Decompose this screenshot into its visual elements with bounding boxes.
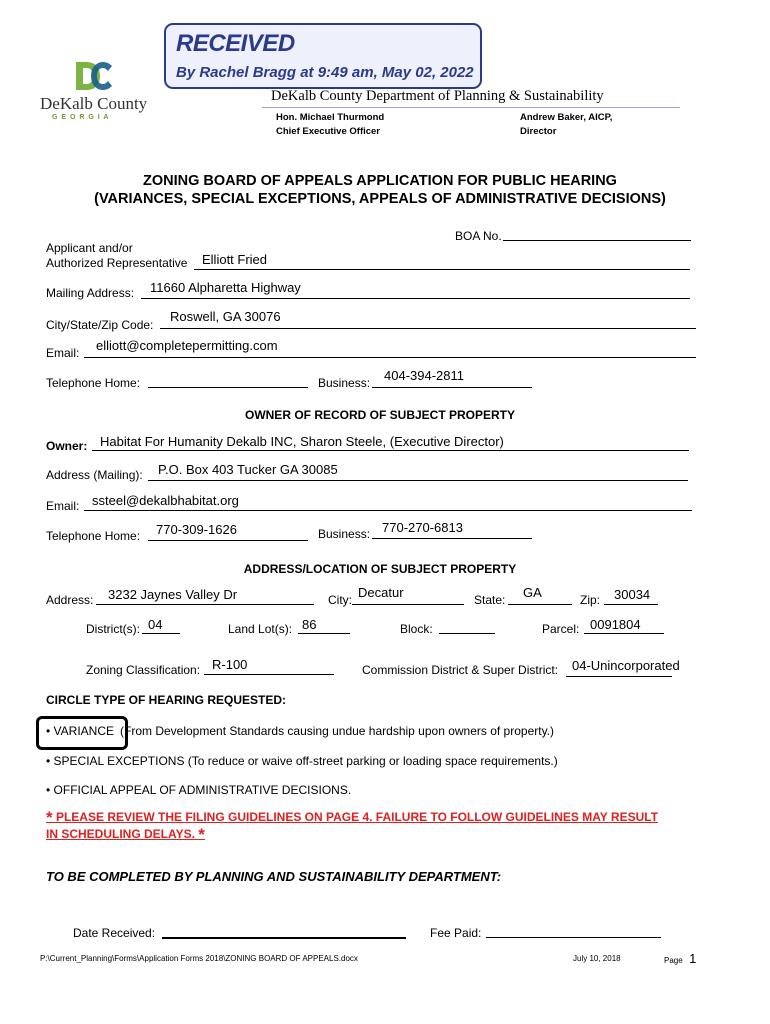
zoning-line [204, 674, 334, 675]
parcel-value[interactable]: 0091804 [590, 617, 641, 632]
applicant-name-line [194, 269, 690, 270]
boa-label: BOA No. [455, 229, 502, 243]
owner-address-label: Address (Mailing): [46, 468, 143, 482]
variance-description: (From Development Standards causing undue hardship upon owners of property.) [120, 724, 555, 738]
zoning-label: Zoning Classification: [86, 663, 201, 677]
footer-file-path: P:\Current_Planning\Forms\Application Forms 2018\ZONING BOARD OF APPEALS.docx [40, 954, 358, 963]
district-value[interactable]: 04 [148, 617, 163, 632]
owner-phone-home-line [148, 540, 308, 541]
official-appeal-option[interactable]: • OFFICIAL APPEAL OF ADMINISTRATIVE DECISIONS. [46, 783, 352, 797]
date-received-label: Date Received: [73, 926, 156, 940]
property-city-label: City: [328, 593, 352, 607]
property-address-label: Address: [46, 593, 94, 607]
property-state-label: State: [474, 593, 506, 607]
phone-home-label: Telephone Home: [46, 376, 141, 390]
owner-phone-home-value[interactable]: 770-309-1626 [156, 522, 237, 537]
logo-name: DeKalb County [40, 94, 148, 113]
footer-page [664, 950, 696, 968]
filing-warning-line2: IN SCHEDULING DELAYS. * [46, 825, 205, 844]
special-exceptions-option[interactable]: • SPECIAL EXCEPTIONS (To reduce or waive off-street parking or loading space requirements.) [46, 754, 558, 768]
logo-state: G E O R G I A [52, 114, 110, 121]
director-name: Andrew Baker, AICP, [520, 112, 613, 123]
property-address-value[interactable]: 3232 Jaynes Valley Dr [108, 587, 238, 602]
district-line [142, 633, 180, 634]
property-city-line [352, 604, 464, 605]
owner-section-title: OWNER OF RECORD OF SUBJECT PROPERTY [244, 408, 516, 422]
variance-option[interactable]: • VARIANCE [46, 724, 114, 738]
stamp-title: RECEIVED [176, 30, 295, 57]
owner-email-label: Email: [46, 499, 80, 513]
dekalb-logo-icon [74, 60, 114, 92]
owner-business-line [372, 538, 532, 539]
block-field[interactable] [439, 633, 495, 634]
commission-label: Commission District & Super District: [362, 663, 559, 677]
department-name: DeKalb County Department of Planning & Sustainability [271, 88, 604, 104]
form-title-line2: (VARIANCES, SPECIAL EXCEPTIONS, APPEALS OF ADMINISTRATIVE DECISIONS) [94, 191, 666, 207]
owner-phone-home-label: Telephone Home: [46, 529, 141, 543]
city-label: City/State/Zip Code: [46, 318, 154, 332]
footer-date: July 10, 2018 [573, 954, 621, 963]
parcel-line [584, 633, 664, 634]
owner-value[interactable]: Habitat For Humanity Dekalb INC, Sharon Steele, (Executive Director) [100, 434, 504, 449]
owner-business-value[interactable]: 770-270-6813 [382, 520, 463, 535]
fee-paid-field[interactable] [486, 937, 661, 938]
mailing-value[interactable]: 11660 Alpharetta Highway [150, 280, 301, 295]
city-value[interactable]: Roswell, GA 30076 [170, 309, 281, 324]
owner-address-line [148, 480, 688, 481]
property-city-value[interactable]: Decatur [358, 585, 404, 600]
director-title: Director [520, 126, 557, 137]
filing-warning-line1: * PLEASE REVIEW THE FILING GUIDELINES ON PAGE 4. FAILURE TO FOLLOW GUIDELINES MAY RESULT [46, 808, 659, 827]
owner-line [92, 450, 689, 451]
zoning-value[interactable]: R-100 [212, 657, 248, 672]
applicant-label-line2: Authorized Representative [46, 256, 188, 270]
stamp-by-line: By Rachel Bragg at 9:49 am, May 02, 2022 [176, 64, 474, 81]
property-state-line [508, 604, 572, 605]
city-line [160, 328, 696, 329]
owner-email-line [84, 510, 692, 511]
form-title-line1: ZONING BOARD OF APPEALS APPLICATION FOR PUBLIC HEARING [143, 173, 617, 189]
fee-paid-label: Fee Paid: [430, 926, 482, 940]
land-lot-value[interactable]: 86 [302, 617, 317, 632]
applicant-name-value[interactable]: Elliott Fried [202, 252, 268, 267]
property-address-line [96, 604, 314, 605]
email-line [84, 357, 696, 358]
email-label: Email: [46, 346, 80, 360]
land-lot-line [298, 633, 350, 634]
office-heading: TO BE COMPLETED BY PLANNING AND SUSTAINABILITY DEPARTMENT: [46, 869, 502, 884]
owner-email-value[interactable]: ssteel@dekalbhabitat.org [92, 493, 239, 508]
commission-value[interactable]: 04-Unincorporated [572, 658, 680, 673]
property-zip-value[interactable]: 30034 [614, 587, 651, 602]
phone-home-field[interactable] [148, 387, 308, 388]
date-received-field[interactable] [162, 937, 406, 939]
page-number: 1 [689, 951, 697, 966]
property-zip-line [604, 604, 658, 605]
owner-label: Owner: [46, 439, 88, 453]
mailing-label: Mailing Address: [46, 286, 135, 300]
commission-line [566, 676, 672, 677]
business-value[interactable]: 404-394-2811 [384, 368, 464, 383]
applicant-label-line1: Applicant and/or [46, 241, 133, 255]
boa-field[interactable] [503, 240, 691, 241]
property-section-title: ADDRESS/LOCATION OF SUBJECT PROPERTY [243, 562, 517, 576]
ceo-title: Chief Executive Officer [276, 126, 381, 137]
business-label: Business: [318, 376, 371, 390]
warning-star-icon: * [198, 825, 205, 844]
header-divider [262, 107, 680, 108]
business-line [372, 387, 532, 388]
parcel-label: Parcel: [542, 622, 580, 636]
owner-address-value[interactable]: P.O. Box 403 Tucker GA 30085 [158, 462, 338, 477]
land-lot-label: Land Lot(s): [228, 622, 293, 636]
block-label: Block: [400, 622, 433, 636]
email-value[interactable]: elliott@completepermitting.com [96, 338, 278, 353]
property-state-value[interactable]: GA [523, 585, 542, 600]
mailing-line [141, 298, 690, 299]
page-label: Page [664, 956, 683, 965]
property-zip-label: Zip: [580, 593, 601, 607]
district-label: District(s): [86, 622, 140, 636]
hearing-heading: CIRCLE TYPE OF HEARING REQUESTED: [46, 693, 287, 707]
received-stamp [164, 23, 482, 89]
ceo-name: Hon. Michael Thurmond [276, 112, 385, 123]
warning-star-icon: * [46, 808, 53, 827]
owner-business-label: Business: [318, 527, 371, 541]
